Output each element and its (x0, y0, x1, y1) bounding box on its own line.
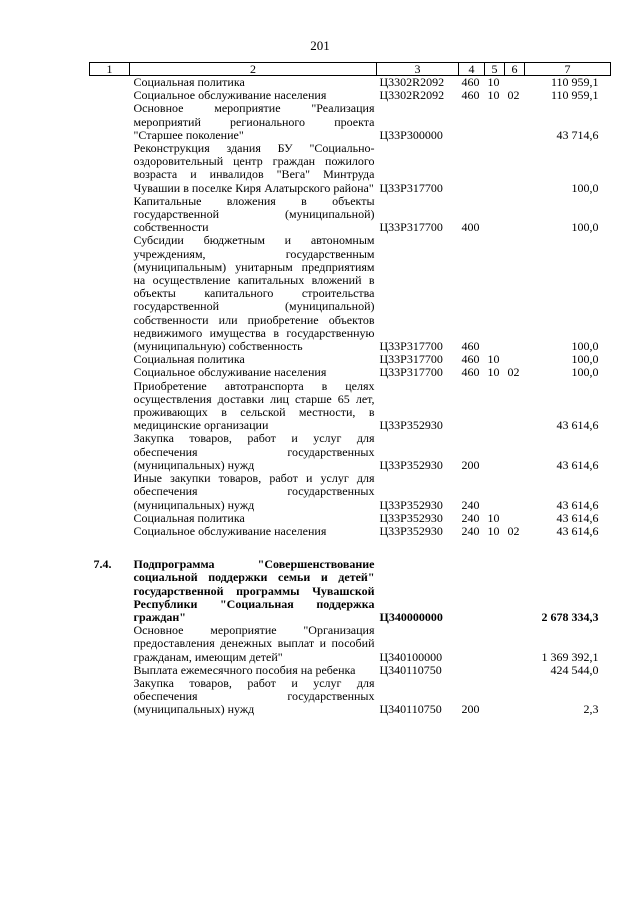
table-row (90, 624, 611, 664)
table-row (90, 142, 611, 195)
row-number (90, 525, 130, 538)
row-section (485, 624, 505, 664)
spacer-row (90, 538, 611, 558)
table-row (90, 525, 611, 538)
row-amount: 43 614,6 (556, 510, 599, 525)
table-body (90, 76, 611, 717)
table-row (90, 558, 611, 624)
row-name: Иные закупки товаров, работ и услуг для обеспечения государственных (муниципальных) нужд (133, 471, 375, 512)
row-amount: 110 959,1 (550, 75, 599, 89)
row-amount: 100,0 (571, 365, 599, 380)
row-section (485, 432, 505, 472)
table-row (90, 512, 611, 525)
row-number (90, 89, 130, 102)
row-section: 10 (487, 75, 500, 89)
row-subsection (505, 432, 525, 472)
row-section (485, 195, 505, 235)
row-amount: 110 959,1 (550, 88, 599, 103)
row-amount: 43 614,6 (556, 523, 599, 538)
row-section: 10 (487, 88, 500, 103)
table-row (90, 234, 611, 353)
row-code: Ц340100000 (379, 649, 443, 664)
row-subsection (505, 195, 525, 235)
row-name: Социальная политика (133, 352, 245, 367)
header-col-3: 3 (377, 63, 459, 76)
row-expense-type: 460 (461, 365, 480, 380)
row-amount: 2,3 (583, 702, 599, 717)
row-amount: 100,0 (571, 352, 599, 367)
row-name: Приобретение автотранспорта в целях осуществления доставки лиц старше 65 лет, проживающих в сельской местности, в медицинские организации (133, 378, 375, 433)
row-subsection: 02 (507, 88, 520, 103)
row-code: Ц33Р352930 (379, 457, 443, 472)
header-col-2: 2 (130, 63, 377, 76)
row-expense-type (459, 380, 485, 433)
row-number (90, 353, 130, 366)
table-row (90, 195, 611, 235)
row-number (90, 366, 130, 379)
row-section (485, 142, 505, 195)
header-col-1: 1 (90, 63, 130, 76)
row-expense-type: 240 (461, 497, 480, 512)
row-subsection (505, 142, 525, 195)
row-number (90, 677, 130, 717)
row-number (90, 234, 130, 353)
row-amount: 1 369 392,1 (541, 649, 599, 664)
row-expense-type: 460 (461, 352, 480, 367)
row-subsection: 02 (507, 365, 520, 380)
row-code: Ц33Р352930 (379, 418, 443, 433)
table-row (90, 380, 611, 433)
row-code: Ц33Р317700 (379, 365, 443, 380)
row-name: Основное мероприятие "Реализация мероприятий регионального проекта "Старшее поколение" (133, 101, 375, 142)
row-code: Ц33Р352930 (379, 497, 443, 512)
row-amount: 100,0 (571, 180, 599, 195)
table-row (90, 366, 611, 379)
row-subsection: 02 (507, 523, 520, 538)
row-amount: 43 614,6 (556, 497, 599, 512)
row-number (90, 380, 130, 433)
row-number (90, 142, 130, 195)
row-expense-type (459, 102, 485, 142)
row-number (90, 512, 130, 525)
row-number (90, 432, 130, 472)
row-amount: 100,0 (571, 339, 599, 354)
table-row (90, 432, 611, 472)
row-number (90, 624, 130, 664)
row-subsection (505, 472, 525, 512)
row-subsection (505, 76, 525, 90)
row-section: 10 (487, 523, 500, 538)
row-code: Ц33Р352930 (379, 510, 443, 525)
row-name: Закупка товаров, работ и услуг для обеспечения государственных (муниципальных) нужд (133, 431, 375, 472)
row-amount: 424 544,0 (550, 662, 599, 677)
row-amount: 100,0 (571, 220, 599, 235)
row-number (90, 76, 130, 90)
row-name: Выплата ежемесячного пособия на ребенка (133, 662, 356, 677)
row-subsection (505, 234, 525, 353)
row-section (485, 234, 505, 353)
header-col-5: 5 (485, 63, 505, 76)
row-name: Социальное обслуживание населения (133, 523, 327, 538)
header-col-4: 4 (459, 63, 485, 76)
row-expense-type: 240 (461, 523, 480, 538)
row-subsection (505, 512, 525, 525)
row-subsection (505, 558, 525, 624)
row-subsection (505, 380, 525, 433)
row-code: Ц340000000 (379, 609, 443, 624)
row-code: Ц33Р317700 (379, 180, 443, 195)
budget-table (89, 62, 611, 717)
row-name: Социальная политика (133, 510, 245, 525)
row-expense-type (459, 142, 485, 195)
row-section (485, 102, 505, 142)
row-expense-type (459, 664, 485, 677)
row-section (485, 677, 505, 717)
row-expense-type (459, 558, 485, 624)
row-code: Ц33Р352930 (379, 523, 443, 538)
row-code: Ц340110750 (379, 662, 442, 677)
row-name: Закупка товаров, работ и услуг для обеспечения государственных (муниципальных) нужд (133, 675, 375, 717)
table-header-row (90, 63, 611, 76)
row-expense-type: 240 (461, 510, 480, 525)
header-col-6: 6 (505, 63, 525, 76)
row-code: Ц33Р317700 (379, 220, 443, 235)
row-number (90, 195, 130, 235)
table-row (90, 472, 611, 512)
table-row (90, 677, 611, 717)
row-section: 10 (487, 365, 500, 380)
row-number (90, 102, 130, 142)
row-section (485, 558, 505, 624)
page-number: 201 (310, 38, 330, 53)
row-name: Реконструкция здания БУ "Социально-оздоровительный центр граждан пожилого возраста и инвалидов "Вега" Минтруда Чувашии в поселке Киря Алатырского района" (133, 141, 375, 195)
header-col-7: 7 (525, 63, 611, 76)
row-name: Социальная политика (133, 75, 245, 89)
row-section (485, 380, 505, 433)
row-subsection (505, 677, 525, 717)
row-code: Ц33Р317700 (379, 352, 443, 367)
row-code: Ц3302R2092 (379, 88, 445, 103)
table-row (90, 102, 611, 142)
row-expense-type: 400 (461, 220, 480, 235)
row-subsection (505, 624, 525, 664)
row-code: Ц340110750 (379, 702, 442, 717)
row-section (485, 664, 505, 677)
row-name: Основное мероприятие "Организация предоставления денежных выплат и пособий гражданам, имеющим детей" (133, 623, 375, 664)
row-subsection (505, 664, 525, 677)
row-code: Ц3302R2092 (379, 75, 445, 89)
row-expense-type: 460 (461, 339, 480, 354)
table-row (90, 664, 611, 677)
row-name: Социальное обслуживание населения (133, 88, 327, 103)
row-section: 10 (487, 510, 500, 525)
row-section (485, 472, 505, 512)
row-number (90, 472, 130, 512)
row-subsection (505, 102, 525, 142)
row-expense-type: 200 (461, 702, 480, 717)
table-row (90, 76, 611, 90)
row-expense-type (459, 624, 485, 664)
row-expense-type: 200 (461, 457, 480, 472)
row-number: 7.4. (93, 557, 112, 572)
row-amount: 43 714,6 (556, 127, 599, 142)
row-name: Капитальные вложения в объекты государственной (муниципальной) собственности (133, 193, 375, 235)
row-amount: 2 678 334,3 (541, 609, 599, 624)
row-code: Ц33Р300000 (379, 127, 443, 142)
row-name: Социальное обслуживание населения (133, 365, 327, 380)
row-section: 10 (487, 352, 500, 367)
row-expense-type: 460 (461, 75, 480, 89)
row-name: Подпрограмма "Совершенствование социальной поддержки семьи и детей" государственной программы Чувашской Республики "Социальная поддержка граждан" (133, 557, 375, 624)
row-name: Субсидии бюджетным и автономным учреждениям, государственным (муниципальным) унитарным предприятиям на осуществление капитальных вложений в объекты капитального строительства государственной (муниципальной) собственности или приобретение объектов недвижимого имущества в государственную (муниципальную) собственность (133, 233, 375, 354)
row-amount: 43 614,6 (556, 418, 599, 433)
row-expense-type: 460 (461, 88, 480, 103)
row-number (90, 664, 130, 677)
row-amount: 43 614,6 (556, 457, 599, 472)
row-code: Ц33Р317700 (379, 339, 443, 354)
